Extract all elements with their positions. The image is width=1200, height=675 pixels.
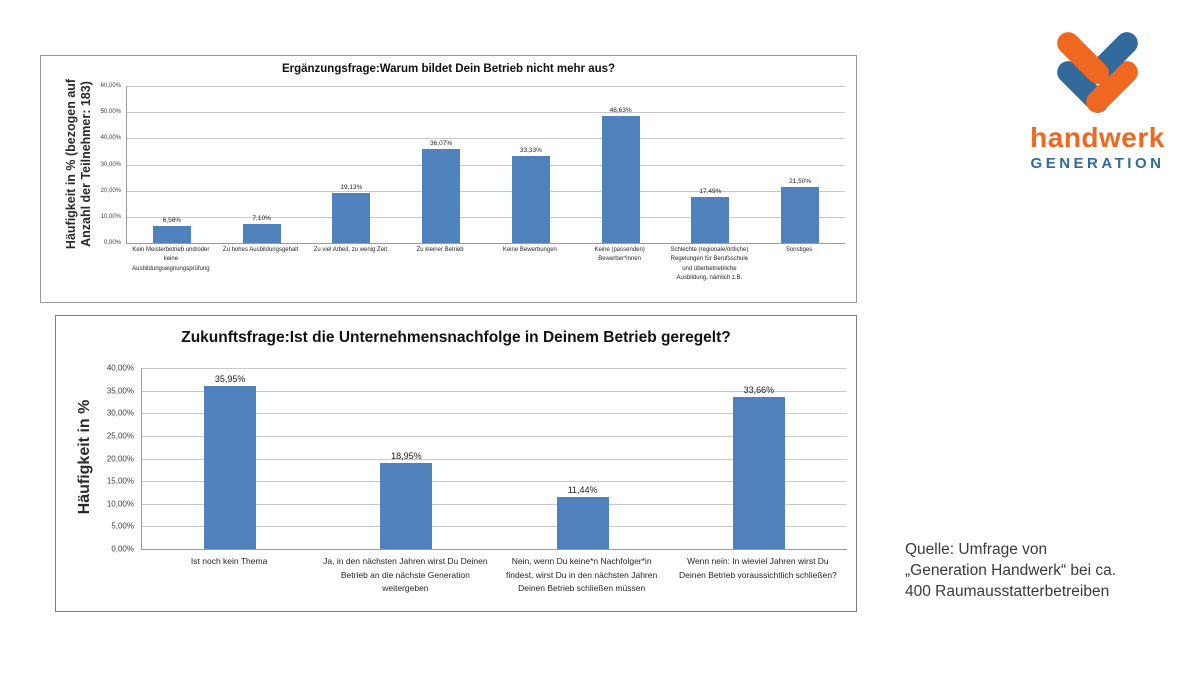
category-label: Zu viel Arbeit, zu wenig Zeit bbox=[313, 247, 388, 253]
bar bbox=[422, 149, 460, 243]
y-axis-title: Häufigkeit in % (bezogen auf Anzahl der Teilnehmer: 183) bbox=[64, 78, 93, 250]
y-tick-label: 20,00% bbox=[100, 187, 121, 194]
logo-wordmark-handwerk: handwerk bbox=[1030, 122, 1165, 153]
bar bbox=[733, 397, 785, 549]
category-label: Ist noch kein Thema bbox=[190, 556, 268, 566]
category-label: Keine (passenden) Bewerber*innen bbox=[594, 247, 645, 263]
gridline bbox=[127, 165, 845, 166]
gridline bbox=[127, 86, 845, 87]
gridline bbox=[127, 112, 845, 113]
bar-value-label: 33,66% bbox=[743, 384, 775, 395]
bar-value-label: 19,13% bbox=[340, 183, 363, 191]
bar bbox=[691, 197, 729, 243]
source-note bbox=[905, 540, 1190, 603]
bar-value-label: 17,49% bbox=[699, 188, 722, 196]
gridline bbox=[142, 368, 847, 369]
y-tick-label: 15,00% bbox=[106, 476, 134, 486]
bar bbox=[512, 156, 550, 243]
y-axis-tick-labels bbox=[41, 83, 121, 246]
bar-value-label: 35,95% bbox=[214, 374, 246, 385]
y-tick-label: 30,00% bbox=[106, 408, 134, 418]
bar bbox=[243, 224, 281, 243]
handwerk-knot-icon bbox=[1050, 25, 1145, 120]
bar bbox=[204, 386, 256, 549]
y-tick-label: 40,00% bbox=[100, 135, 121, 142]
category-label: Wenn nein: In wieviel Jahren wirst Du Deinen Betrieb voraussichtlich schließen? bbox=[678, 556, 837, 580]
bar-value-label: 11,44% bbox=[567, 485, 598, 496]
gridline bbox=[127, 138, 845, 139]
y-tick-label: 60,00% bbox=[100, 83, 121, 89]
bar bbox=[380, 463, 432, 549]
y-tick-label: 35,00% bbox=[106, 386, 134, 396]
bar-value-label: 36,07% bbox=[430, 139, 453, 147]
bar-value-label: 21,50% bbox=[789, 177, 812, 185]
bar-value-label: 33,33% bbox=[519, 146, 542, 154]
bar-value-label: 48,63% bbox=[609, 106, 632, 114]
category-label: Zu kleiner Betrieb bbox=[416, 247, 464, 253]
category-label: Zu hohes Ausbildungsgehalt bbox=[222, 247, 299, 253]
chart-title: Zukunftsfrage:Ist die Unternehmensnachfolge in Deinem Betrieb geregelt? bbox=[181, 329, 731, 346]
chart-panel-ausbildungsfrage bbox=[40, 55, 857, 303]
y-tick-label: 0,00% bbox=[103, 240, 121, 246]
bar bbox=[332, 193, 370, 243]
category-label: Keine Bewerbungen bbox=[502, 247, 557, 253]
y-tick-label: 10,00% bbox=[106, 499, 134, 509]
y-tick-label: 10,00% bbox=[100, 213, 121, 220]
category-label: Schlechte (regionale/örtliche) Regelungen für Berufsschule und überbetriebliche Ausbildung, nämlich z.B. bbox=[670, 247, 749, 281]
bar bbox=[557, 497, 609, 549]
y-axis-title: Häufigkeit in % bbox=[76, 399, 93, 515]
x-axis-category-labels bbox=[126, 246, 844, 298]
bar-value-label: 7,10% bbox=[252, 215, 271, 223]
y-tick-label: 25,00% bbox=[106, 431, 134, 441]
y-tick-label: 30,00% bbox=[100, 161, 121, 168]
y-tick-label: 0,00% bbox=[111, 544, 134, 554]
chart-panel-nachfolgefrage bbox=[55, 315, 857, 612]
y-axis-tick-labels bbox=[56, 363, 134, 554]
logo-wordmark-generation: GENERATION bbox=[1030, 155, 1165, 172]
plot-area bbox=[141, 368, 847, 550]
category-label: Nein, wenn Du keine*n Nachfolger*in findest, wirst Du in den nächsten Jahren Deinen Betrieb schließen müssen bbox=[506, 556, 658, 594]
gridline bbox=[127, 191, 845, 192]
category-label: Ja, in den nächsten Jahren wirst Du Deinen Betrieb an die nächste Generation weitergeben bbox=[323, 556, 488, 594]
bar-value-label: 6,56% bbox=[162, 216, 182, 224]
plot-area bbox=[126, 86, 845, 244]
source-note-line: Quelle: Umfrage von bbox=[905, 541, 1048, 558]
chart-title: Ergänzungsfrage:Warum bildet Dein Betrieb nicht mehr aus? bbox=[281, 63, 616, 75]
bar-value-label: 18,95% bbox=[391, 451, 422, 462]
gridline bbox=[127, 217, 845, 218]
logo bbox=[1015, 25, 1180, 172]
x-axis-category-labels bbox=[141, 555, 846, 607]
y-tick-label: 50,00% bbox=[100, 109, 121, 116]
category-label: Sonstiges bbox=[785, 247, 813, 253]
source-note-line: „Generation Handwerk“ bei ca. bbox=[905, 561, 1117, 579]
bar bbox=[602, 116, 640, 243]
y-tick-label: 40,00% bbox=[106, 363, 134, 373]
bar bbox=[781, 187, 819, 243]
y-tick-label: 20,00% bbox=[106, 454, 134, 463]
source-note-line: 400 Raumausstatterbetreiben bbox=[905, 582, 1110, 600]
bar bbox=[153, 226, 191, 243]
y-tick-label: 5,00% bbox=[111, 521, 134, 531]
category-label: Kein Meisterbetrieb und/oder keine Ausbildungseignungsprüfung bbox=[132, 247, 210, 272]
